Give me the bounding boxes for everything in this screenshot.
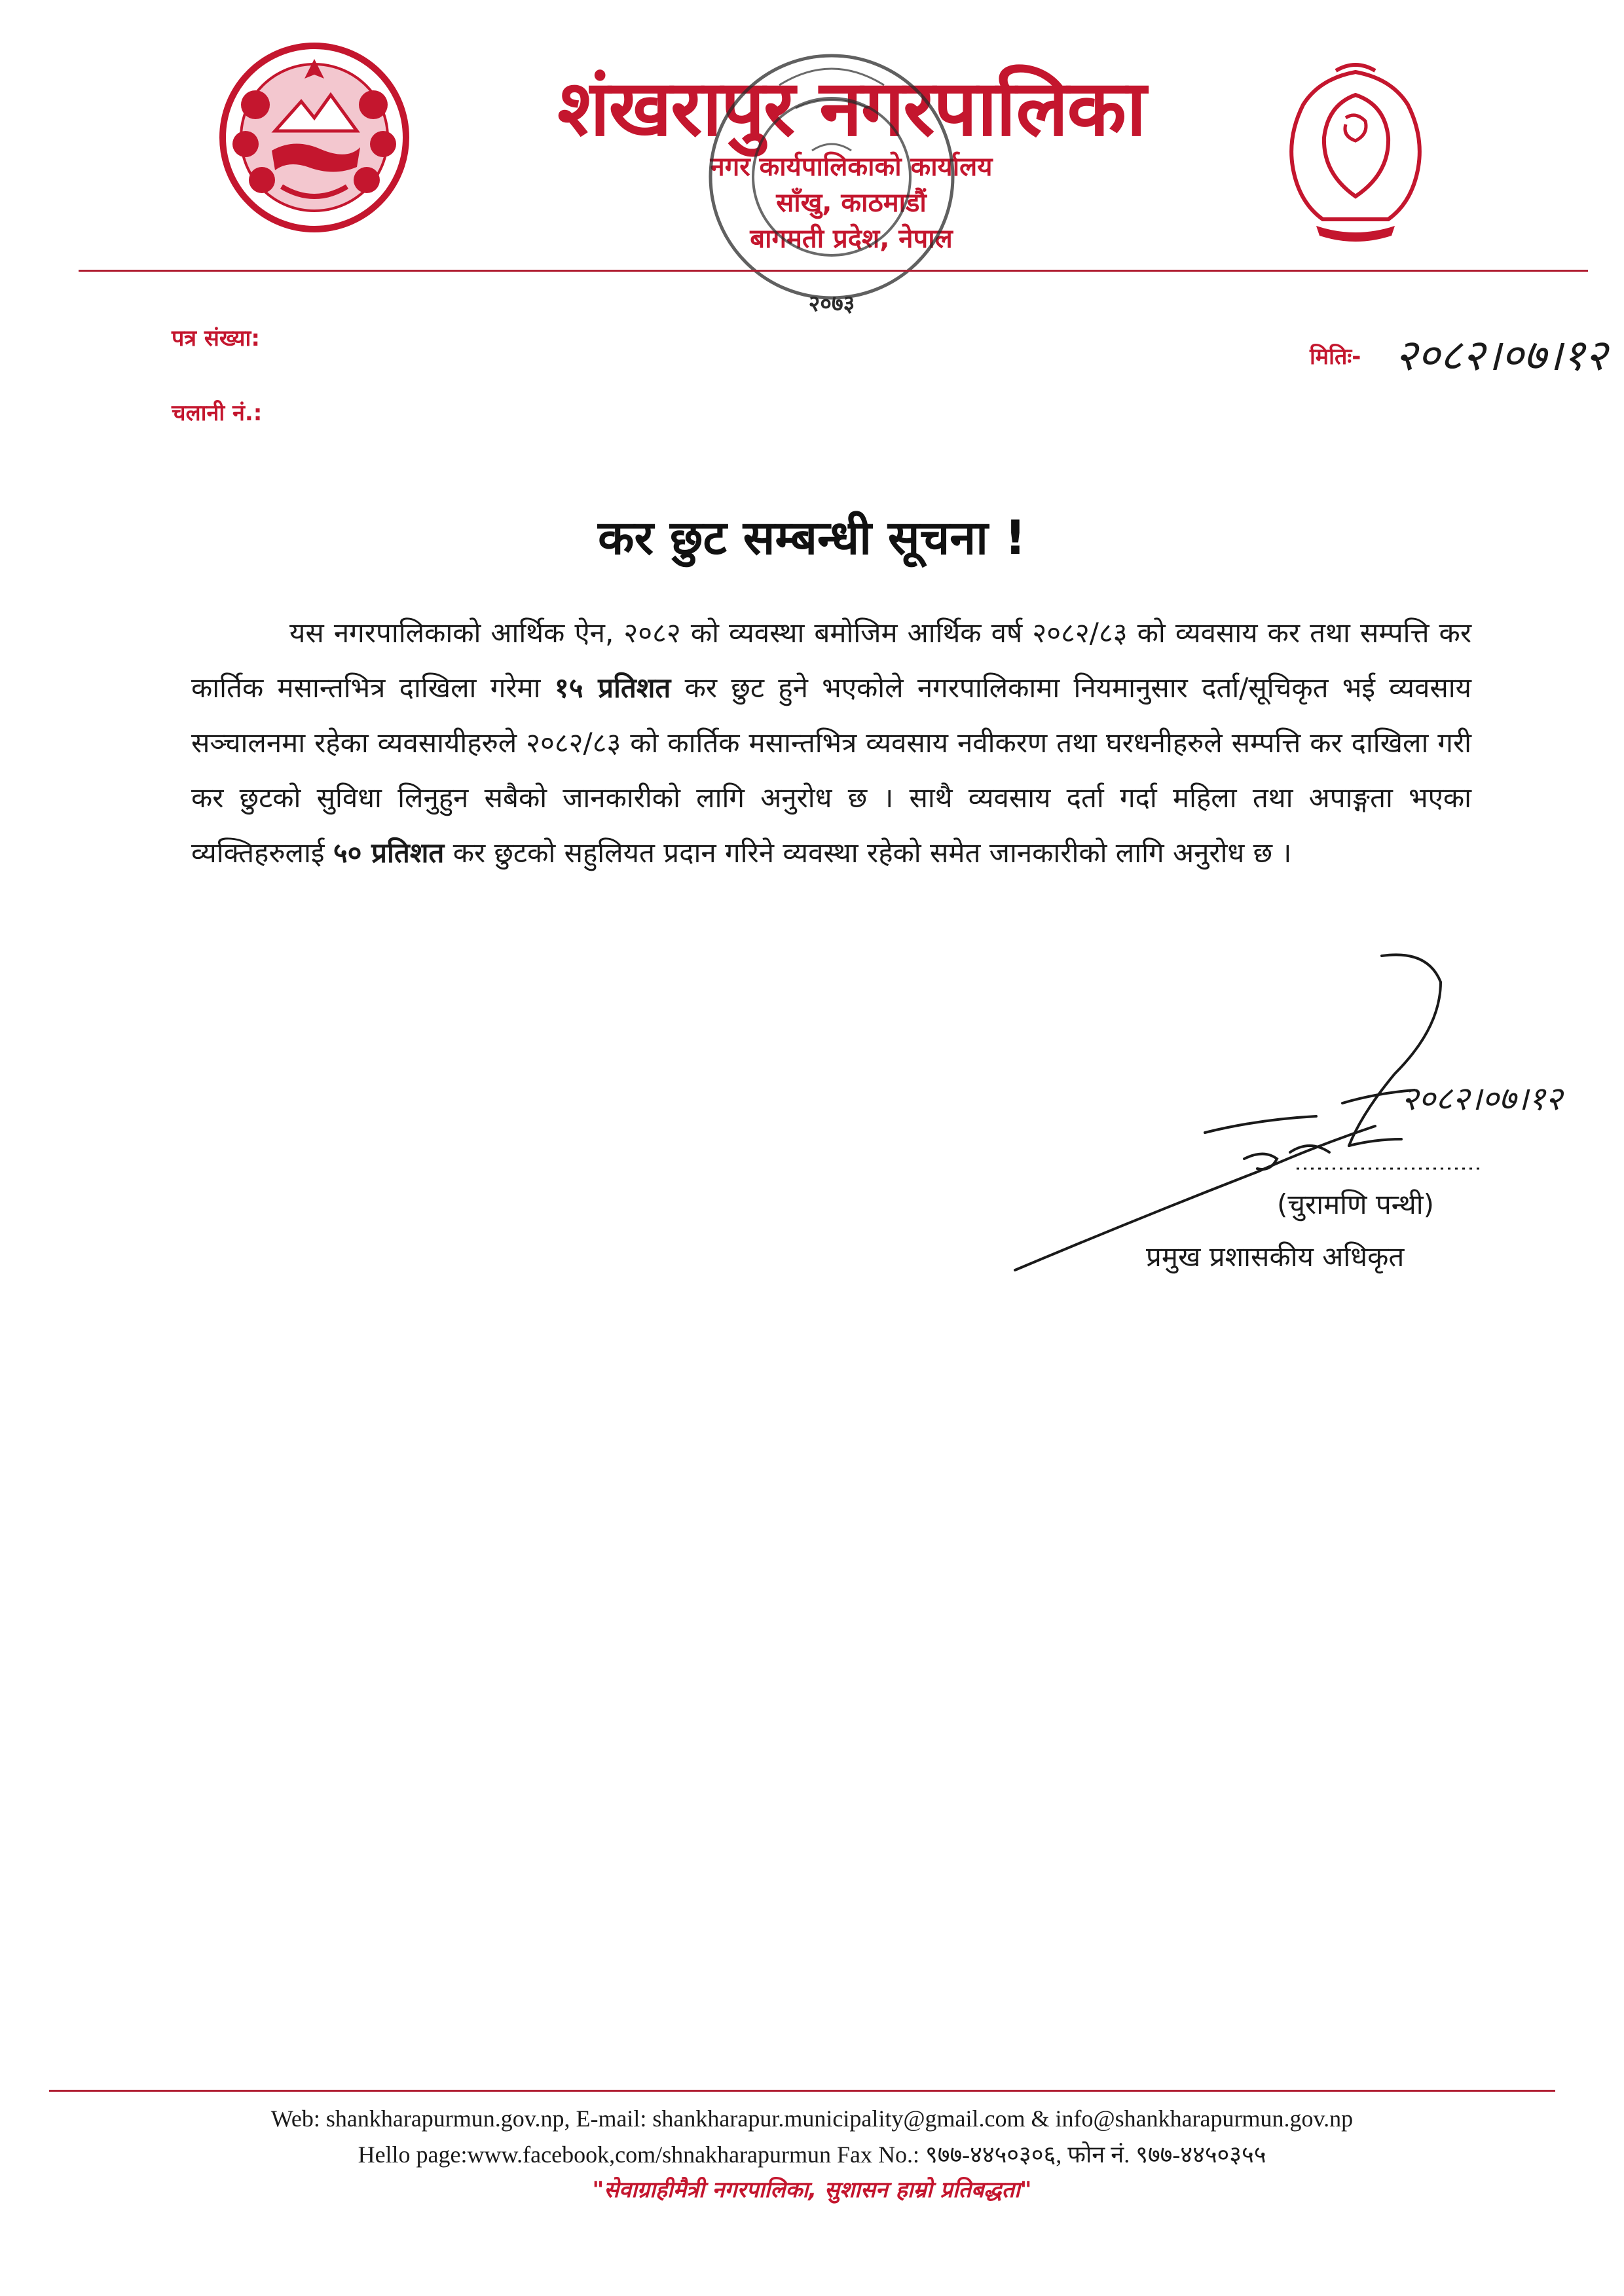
official-seal-stamp [681, 39, 982, 327]
municipality-title: शंखरापुर नगरपालिका [557, 63, 1145, 153]
signature-date: २०८२।०७।१२ [1401, 1080, 1562, 1118]
stamp-year: २०७३ [808, 291, 855, 317]
date-label: मितिः- [1310, 344, 1361, 370]
discount-15-percent: १५ प्रतिशत [554, 672, 671, 704]
footer-contact-web-email: Web: shankharapurmun.gov.np, E-mail: shankharapur.municipality@gmail.com & info@shankharapurmun.gov.np [270, 2105, 1354, 2132]
letter-number-label: पत्र संख्या: [172, 325, 260, 352]
dispatch-number-label: चलानी नं.: [172, 400, 263, 426]
notice-text-part-1: यस नगरपालिकाको आर्थिक ऐन, २०८२ को व्यवस्था बमोजिम आर्थिक वर्ष २०८२/८३ को व्यवसाय कर तथा सम्पत्ति कर कार्तिक मसान्तभित्र दाखिला गरेमा [191, 617, 1471, 704]
office-address: बागमती प्रदेश, नेपाल [750, 224, 953, 254]
notice-body [191, 606, 1471, 881]
footer-motto: "सेवाग्राहीमैत्री नगरपालिका, सुशासन हाम्रो प्रतिबद्धता" [592, 2177, 1032, 2203]
footer-contact-fax-phone: Hello page:www.facebook,com/shnakharapurmun Fax No.: ९७७-४४५०३०६, फोन नं. ९७७-४४५०३५५ [358, 2141, 1266, 2168]
notice-text-part-2: कर छुट हुने भएकोले नगरपालिकामा नियमानुसार दर्ता/सूचिकृत भई व्यवसाय सञ्चालनमा रहेका व्यवसायीहरुले २०८२/८३ को कार्तिक मसान्तभित्र व्यवसाय नवीकरण तथा घरधनीहरुले सम्पत्ति कर दाखिला गरी कर छुटको सुविधा लिनुहुन सबैको जानकारीको लागि अनुरोध छ । साथै व्यवसाय दर्ता गर्दा महिला तथा अपाङ्गता भएका व्यक्तिहरुलाई [191, 672, 1471, 869]
footer-divider [49, 2090, 1555, 2092]
handwritten-date: २०८२।०७।१२ [1395, 330, 1608, 380]
notice-title: कर छुट सम्बन्धी सूचना ! [598, 510, 1026, 565]
header-divider [79, 270, 1588, 272]
discount-50-percent: ५० प्रतिशत [333, 837, 445, 869]
office-name: नगर कार्यपालिकाको कार्यालय [710, 152, 993, 182]
office-location: साँखु, काठमाडौं [776, 188, 927, 218]
signer-name: (चुरामणि पन्थी) [1277, 1188, 1434, 1220]
notice-text-part-3: कर छुटको सहुलियत प्रदान गरिने व्यवस्था रहेको समेत जानकारीको लागि अनुरोध छ । [444, 837, 1292, 869]
signer-designation: प्रमुख प्रशासकीय अधिकृत [1146, 1241, 1405, 1273]
conch-shell-emblem-logo [1277, 59, 1434, 249]
nepal-emblem-logo [216, 39, 413, 236]
